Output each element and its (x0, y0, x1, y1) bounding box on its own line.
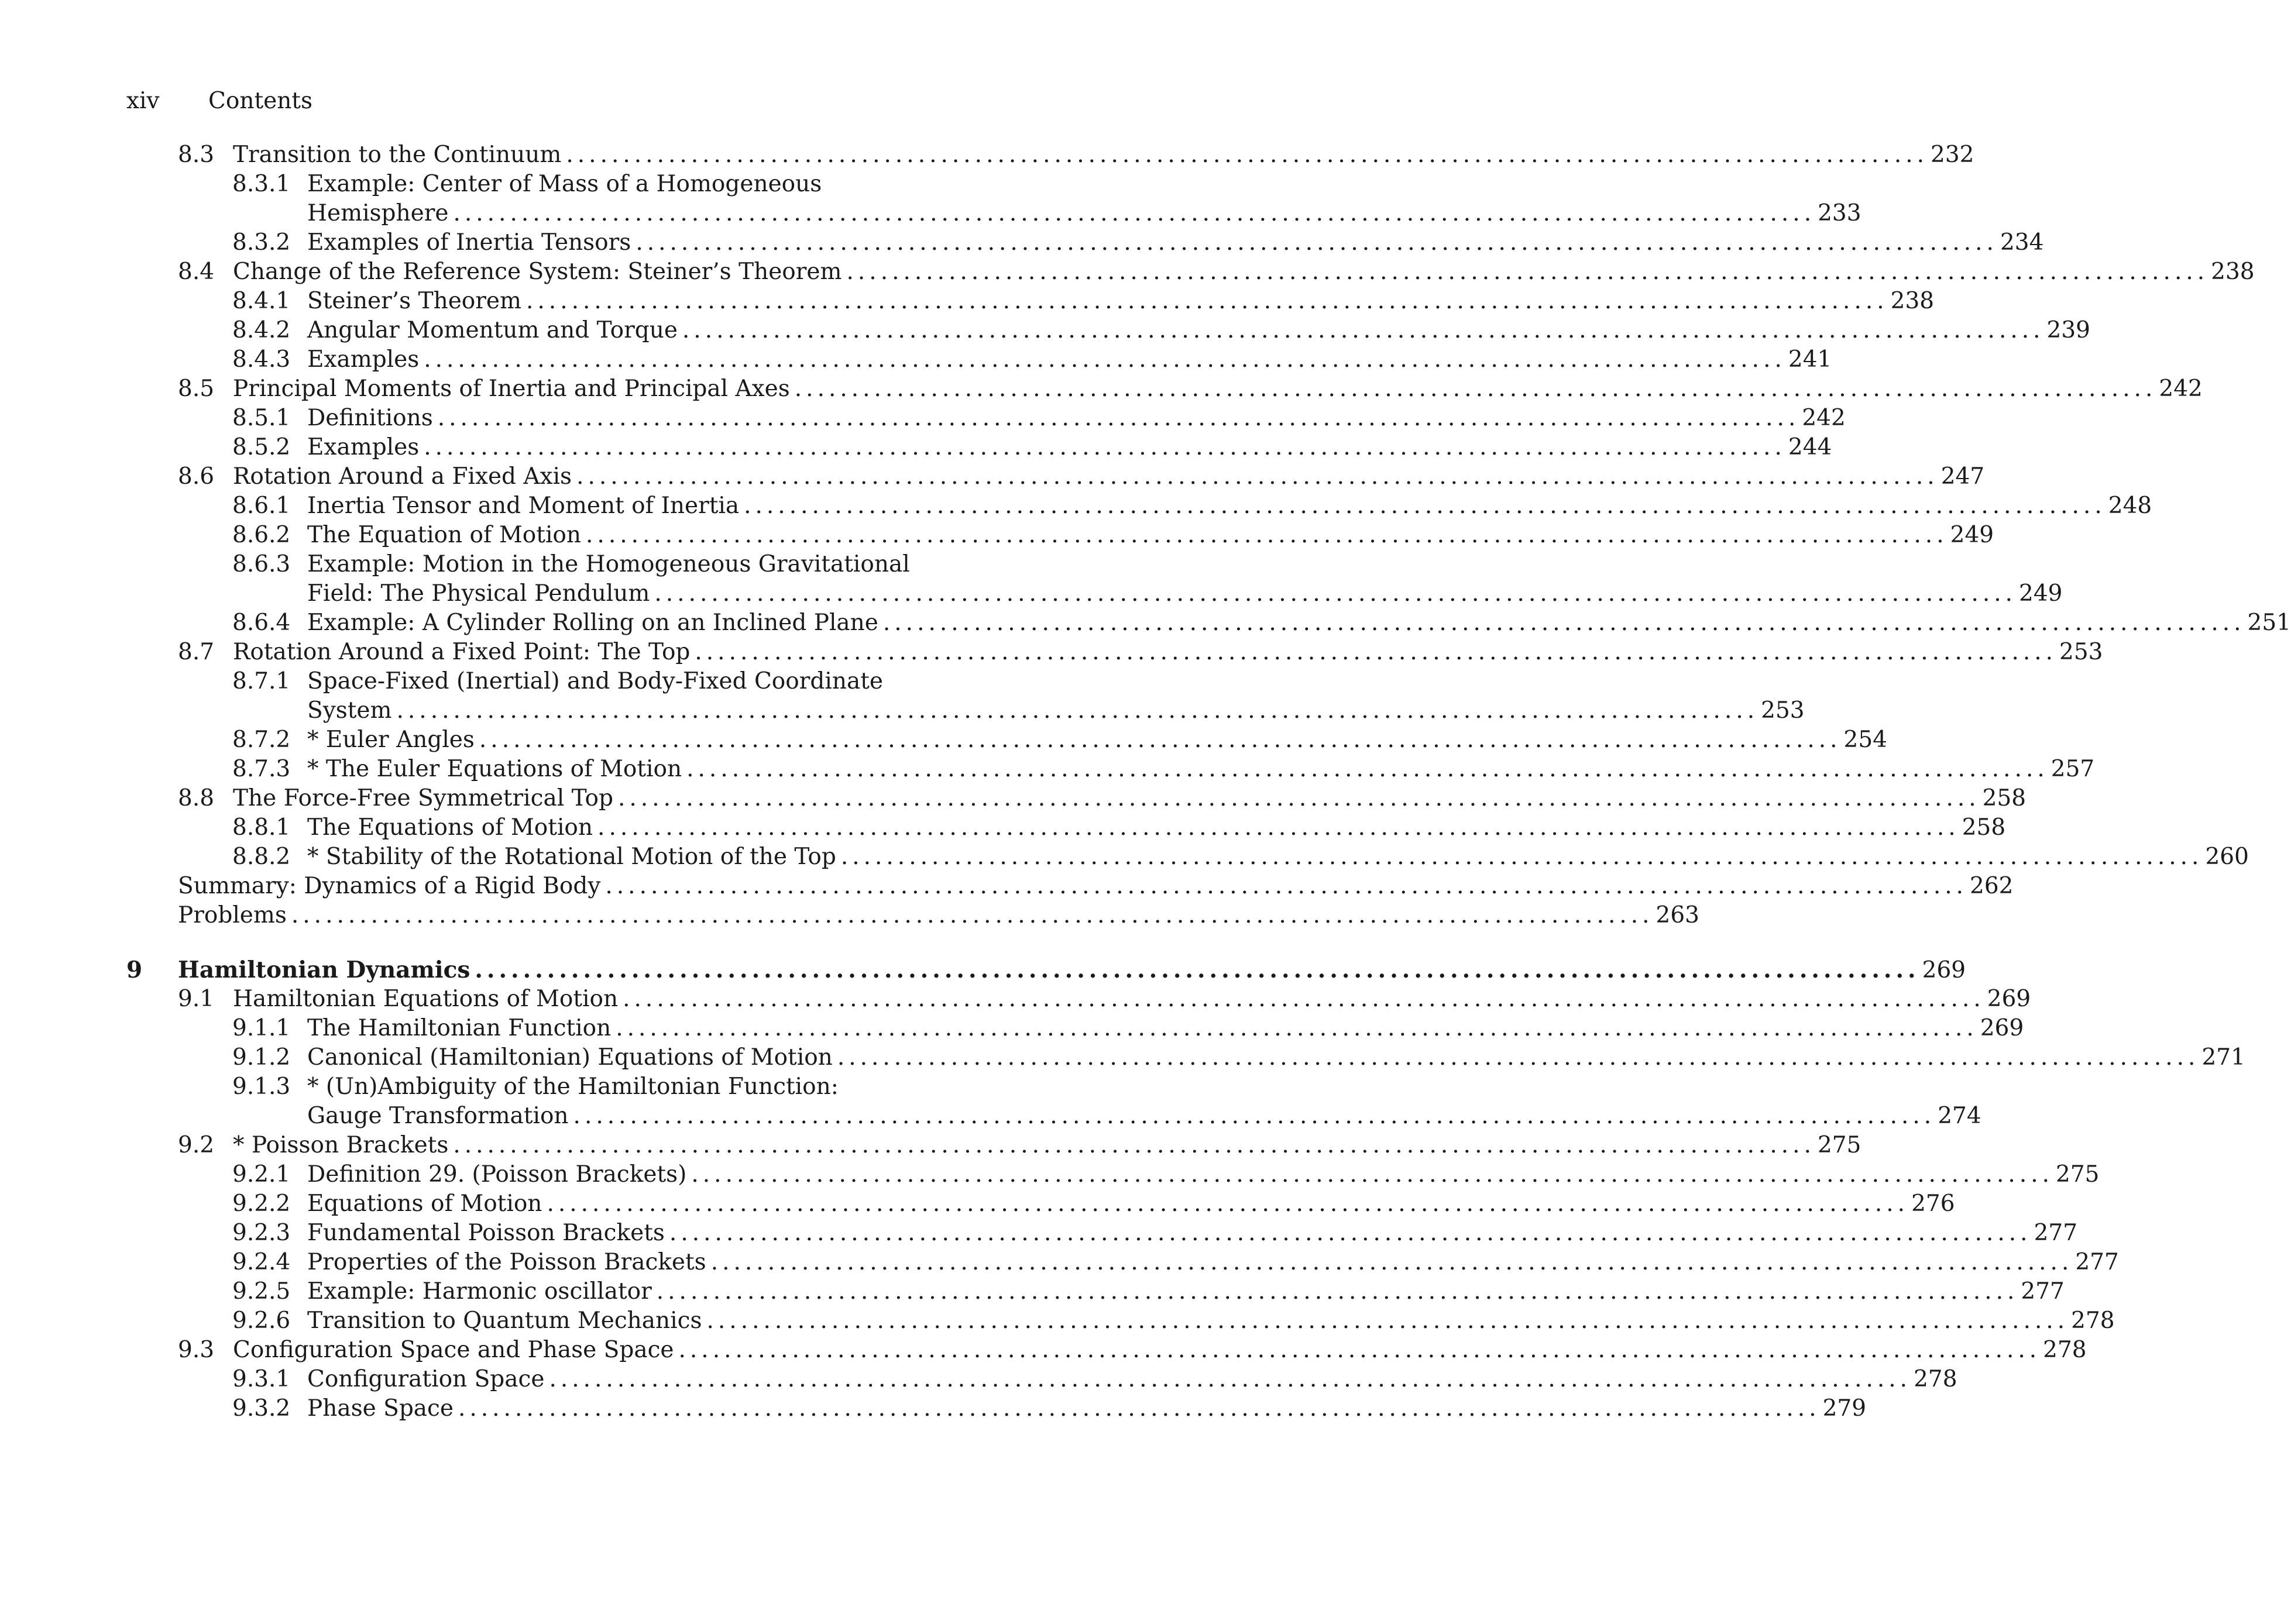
dot-leader: ........................................................................................................................ (526, 288, 1888, 314)
toc-page: 271 (2201, 1044, 2245, 1071)
toc-number: 9.1.1 (232, 1015, 291, 1041)
toc-title: Examples (307, 434, 420, 460)
dot-leader: ........................................................................................................................ (475, 956, 1920, 983)
dot-leader: ........................................................................................................................ (744, 493, 2106, 519)
dot-leader: ........................................................................................................................ (654, 580, 2017, 607)
toc-number: 9.2.2 (232, 1191, 291, 1217)
toc-number: 9.1.3 (232, 1074, 291, 1100)
toc-title: Hamiltonian Equations of Motion (233, 986, 619, 1012)
dot-leader: ........................................................................................................................ (597, 814, 1960, 841)
toc-page: 238 (1890, 288, 1935, 314)
toc-entry-8-4[interactable] (178, 257, 2255, 287)
toc-entry-9-2-3[interactable] (232, 1219, 2078, 1248)
dot-leader: ........................................................................................................................ (424, 346, 1786, 373)
toc-number: 9.1.2 (232, 1044, 291, 1071)
toc-page: 232 (1931, 142, 1974, 168)
toc-number: 9.2.4 (232, 1249, 291, 1275)
toc-number: 8.4.2 (232, 317, 291, 343)
toc-title: The Equation of Motion (307, 522, 582, 548)
toc-title: The Hamiltonian Function (307, 1015, 612, 1041)
dot-leader: ........................................................................................................................ (586, 522, 1948, 548)
toc-page: 233 (1818, 200, 1861, 226)
toc-number: 8.4 (178, 259, 215, 285)
toc-title: * The Euler Equations of Motion (307, 756, 682, 782)
toc-title: * Poisson Brackets (233, 1132, 449, 1158)
header-page-number: xiv (126, 88, 160, 114)
toc-chapter-number: 9 (126, 956, 143, 983)
dot-leader: ........................................................................................................................ (686, 756, 2049, 782)
toc-page: 253 (1761, 697, 1805, 724)
toc-page: 249 (1950, 522, 1994, 548)
toc-title: Example: Motion in the Homogeneous Gravitational (307, 551, 910, 577)
toc-page: 253 (2059, 639, 2103, 665)
toc-number: 8.8.1 (232, 814, 291, 841)
toc-title: Transition to the Continuum (233, 142, 562, 168)
toc-page: 262 (1970, 873, 2014, 899)
dot-leader: ........................................................................................................................ (479, 727, 1842, 753)
toc-title: Definitions (307, 405, 433, 431)
toc-entry-8-5[interactable] (178, 374, 2203, 404)
running-header (126, 87, 312, 116)
toc-number: 8.6.1 (232, 493, 291, 519)
toc-entry-9-3-1[interactable] (232, 1365, 1957, 1394)
toc-entry-8-7-1[interactable] (232, 667, 954, 696)
toc-number: 8.7 (178, 639, 215, 665)
toc-entry-8-6-3[interactable] (232, 550, 954, 579)
toc-entry-9-1-3-continued[interactable] (307, 1102, 1981, 1131)
toc-entry-problems[interactable] (178, 901, 1699, 930)
toc-entry-8-6-1[interactable] (232, 491, 2152, 521)
toc-page: 274 (1938, 1103, 1981, 1129)
toc-title: Example: Center of Mass of a Homogeneous (307, 171, 822, 197)
toc-title-continued: Field: The Physical Pendulum (307, 580, 650, 607)
toc-title-continued: Hemisphere (307, 200, 449, 226)
toc-number: 8.7.3 (232, 756, 291, 782)
toc-entry-9-3-2[interactable] (232, 1394, 1867, 1423)
toc-entry-8-3-2[interactable] (232, 228, 2044, 257)
toc-title: Equations of Motion (307, 1191, 542, 1217)
toc-entry-8-5-1[interactable] (232, 404, 1846, 433)
toc-page: 275 (1817, 1132, 1861, 1158)
toc-entry-8-6-2[interactable] (232, 521, 1994, 550)
toc-number: 8.3.1 (232, 171, 291, 197)
dot-leader: ........................................................................................................................ (691, 1161, 2054, 1188)
toc-title: Problems (178, 902, 287, 928)
dot-leader: ........................................................................................................................ (846, 259, 2209, 285)
toc-entry-8-3-1[interactable] (232, 170, 954, 199)
toc-title-continued: Gauge Transformation (307, 1103, 569, 1129)
toc-title: Properties of the Poisson Brackets (307, 1249, 706, 1275)
toc-entry-8-7[interactable] (178, 638, 2103, 667)
toc-number: 9.2.3 (232, 1220, 291, 1246)
dot-leader: ........................................................................................................................ (840, 844, 2203, 870)
dot-leader: ........................................................................................................................ (291, 902, 1654, 928)
dot-leader: ........................................................................................................................ (656, 1278, 2019, 1305)
dot-leader: ........................................................................................................................ (682, 317, 2045, 343)
toc-title: Change of the Reference System: Steiner’s Theorem (233, 259, 842, 285)
toc-number: 9.2.1 (232, 1161, 291, 1188)
toc-title: * Euler Angles (307, 727, 475, 753)
toc-page: 277 (2075, 1249, 2119, 1275)
toc-chapter-title: Hamiltonian Dynamics (178, 956, 470, 983)
toc-page: 260 (2205, 844, 2249, 870)
toc-page: 276 (1911, 1191, 1955, 1217)
toc-title: Configuration Space (307, 1366, 545, 1392)
toc-page: 258 (1982, 785, 2026, 811)
dot-leader: ........................................................................................................................ (616, 1015, 1978, 1041)
dot-leader: ........................................................................................................................ (794, 376, 2157, 402)
toc-entry-8-4-3[interactable] (232, 345, 1832, 374)
toc-number: 9.2 (178, 1132, 215, 1158)
toc-number: 8.8.2 (232, 844, 291, 870)
toc-title: * Stability of the Rotational Motion of the Top (307, 844, 836, 870)
dot-leader: ........................................................................................................................ (678, 1337, 2041, 1363)
header-title: Contents (208, 88, 312, 114)
toc-number: 8.6 (178, 463, 215, 490)
toc-number: 8.6.4 (232, 610, 291, 636)
toc-entry-8-4-1[interactable] (232, 287, 1935, 316)
toc-title: Space-Fixed (Inertial) and Body-Fixed Coordinate (307, 668, 883, 694)
toc-title: Inertia Tensor and Moment of Inertia (307, 493, 740, 519)
toc-number: 9.3.2 (232, 1395, 291, 1422)
toc-entry-summary[interactable] (178, 872, 2014, 901)
toc-number: 8.5.1 (232, 405, 291, 431)
toc-entry-9-3[interactable] (178, 1336, 2087, 1365)
dot-leader: ........................................................................................................................ (547, 1191, 1909, 1217)
toc-entry-9-1-1[interactable] (232, 1014, 2024, 1043)
toc-number: 9.2.6 (232, 1308, 291, 1334)
dot-leader: ........................................................................................................................ (706, 1308, 2069, 1334)
toc-number: 8.7.1 (232, 668, 291, 694)
dot-leader: ........................................................................................................................ (549, 1366, 1912, 1392)
toc-page: 257 (2050, 756, 2095, 782)
toc-page: 279 (1822, 1395, 1867, 1422)
toc-title: Transition to Quantum Mechanics (307, 1308, 702, 1334)
toc-page: 247 (1940, 463, 1985, 490)
toc-page: 278 (2043, 1337, 2087, 1363)
dot-leader: ........................................................................................................................ (695, 639, 2058, 665)
dot-leader: ........................................................................................................................ (636, 229, 1998, 256)
dot-leader: ........................................................................................................................ (605, 873, 1968, 899)
toc-page: 263 (1655, 902, 1699, 928)
toc-title: Definition 29. (Poisson Brackets) (307, 1161, 687, 1188)
toc-number: 8.5.2 (232, 434, 291, 460)
toc-title: Example: A Cylinder Rolling on an Inclined Plane (307, 610, 878, 636)
toc-page: 248 (2108, 493, 2152, 519)
dot-leader: ........................................................................................................................ (837, 1044, 2200, 1071)
toc-entry-8-5-2[interactable] (232, 433, 1832, 462)
dot-leader: ........................................................................................................................ (710, 1249, 2073, 1275)
dot-leader: ........................................................................................................................ (453, 200, 1816, 226)
dot-leader: ........................................................................................................................ (424, 434, 1786, 460)
toc-page: 251 (2247, 610, 2291, 636)
toc-title: Canonical (Hamiltonian) Equations of Motion (307, 1044, 833, 1071)
toc-page: 241 (1788, 346, 1832, 373)
toc-page: 242 (2159, 376, 2203, 402)
toc-title: Configuration Space and Phase Space (233, 1337, 674, 1363)
toc-number: 8.4.1 (232, 288, 291, 314)
dot-leader: ........................................................................................................................ (576, 463, 1939, 490)
toc-page: 234 (2000, 229, 2044, 256)
toc-entry-8-6[interactable] (178, 462, 1985, 491)
toc-page: 275 (2056, 1161, 2100, 1188)
dot-leader: ........................................................................................................................ (453, 1132, 1815, 1158)
toc-page: 278 (2071, 1308, 2115, 1334)
toc-page: 244 (1788, 434, 1832, 460)
toc-title: Example: Harmonic oscillator (307, 1278, 652, 1305)
toc-entry-9-2-1[interactable] (232, 1160, 2100, 1189)
toc-title: Phase Space (307, 1395, 454, 1422)
toc-entry-9-2-5[interactable] (232, 1277, 2065, 1306)
toc-entry-8-7-2[interactable] (232, 725, 1887, 755)
toc-entry-8-7-1-continued[interactable] (307, 696, 1805, 725)
toc-entry-9-1-3[interactable] (232, 1072, 954, 1102)
toc-entry-9-1-2[interactable] (232, 1043, 2245, 1072)
dot-leader: ........................................................................................................................ (618, 785, 1980, 811)
toc-title: Fundamental Poisson Brackets (307, 1220, 665, 1246)
toc-number: 8.6.2 (232, 522, 291, 548)
toc-number: 8.5 (178, 376, 215, 402)
toc-page: 269 (1980, 1015, 2024, 1041)
toc-number: 8.8 (178, 785, 215, 811)
toc-number: 8.7.2 (232, 727, 291, 753)
toc-title-continued: System (307, 697, 392, 724)
toc-entry-8-6-4[interactable] (232, 608, 2291, 638)
toc-title: Steiner’s Theorem (307, 288, 521, 314)
toc-entry-9-1[interactable] (178, 985, 2031, 1014)
toc-number: 9.2.5 (232, 1278, 291, 1305)
toc-title: Summary: Dynamics of a Rigid Body (178, 873, 601, 899)
toc-number: 9.1 (178, 986, 215, 1012)
toc-title: The Force-Free Symmetrical Top (233, 785, 613, 811)
toc-title: The Equations of Motion (307, 814, 593, 841)
toc-page: 239 (2046, 317, 2090, 343)
toc-entry-chapter-9[interactable] (126, 955, 1966, 985)
toc-page: 242 (1802, 405, 1846, 431)
toc-entry-8-6-3-continued[interactable] (307, 579, 2063, 608)
toc-entry-8-8[interactable] (178, 784, 2026, 813)
toc-entry-9-2-2[interactable] (232, 1189, 1955, 1219)
toc-entry-8-4-2[interactable] (232, 316, 2090, 345)
toc-page: 238 (2211, 259, 2255, 285)
dot-leader: ........................................................................................................................ (396, 697, 1759, 724)
dot-leader: ........................................................................................................................ (669, 1220, 2032, 1246)
toc-entry-8-8-2[interactable] (232, 842, 2249, 872)
dot-leader: ........................................................................................................................ (458, 1395, 1821, 1422)
toc-entry-8-3-1-continued[interactable] (307, 199, 1861, 228)
dot-leader: ........................................................................................................................ (623, 986, 1985, 1012)
toc-page: 277 (2021, 1278, 2065, 1305)
dot-leader: ........................................................................................................................ (566, 142, 1929, 168)
toc-number: 9.3 (178, 1337, 215, 1363)
toc-entry-8-7-3[interactable] (232, 755, 2095, 784)
toc-title: Principal Moments of Inertia and Principal Axes (233, 376, 790, 402)
dot-leader: ........................................................................................................................ (573, 1103, 1936, 1129)
toc-page: 254 (1843, 727, 1887, 753)
toc-page: 258 (1962, 814, 2006, 841)
dot-leader: ........................................................................................................................ (437, 405, 1800, 431)
toc-entry-9-2-4[interactable] (232, 1248, 2119, 1277)
toc-entry-8-3[interactable] (178, 140, 1974, 170)
toc-page: 249 (2019, 580, 2063, 607)
toc-number: 8.3 (178, 142, 215, 168)
toc-title: * (Un)Ambiguity of the Hamiltonian Function: (307, 1074, 839, 1100)
toc-page: 269 (1987, 986, 2031, 1012)
toc-title: Examples of Inertia Tensors (307, 229, 631, 256)
toc-number: 9.3.1 (232, 1366, 291, 1392)
dot-leader: ........................................................................................................................ (882, 610, 2245, 636)
toc-number: 8.4.3 (232, 346, 291, 373)
toc-entry-9-2[interactable] (178, 1131, 1861, 1160)
toc-title: Rotation Around a Fixed Axis (233, 463, 572, 490)
toc-number: 8.6.3 (232, 551, 291, 577)
toc-page: 277 (2034, 1220, 2078, 1246)
toc-page: 278 (1914, 1366, 1957, 1392)
toc-entry-9-2-6[interactable] (232, 1306, 2115, 1336)
toc-number: 8.3.2 (232, 229, 291, 256)
toc-title: Rotation Around a Fixed Point: The Top (233, 639, 691, 665)
toc-title: Examples (307, 346, 420, 373)
toc-entry-8-8-1[interactable] (232, 813, 2006, 842)
toc-page: 269 (1922, 957, 1966, 983)
toc-title: Angular Momentum and Torque (307, 317, 678, 343)
